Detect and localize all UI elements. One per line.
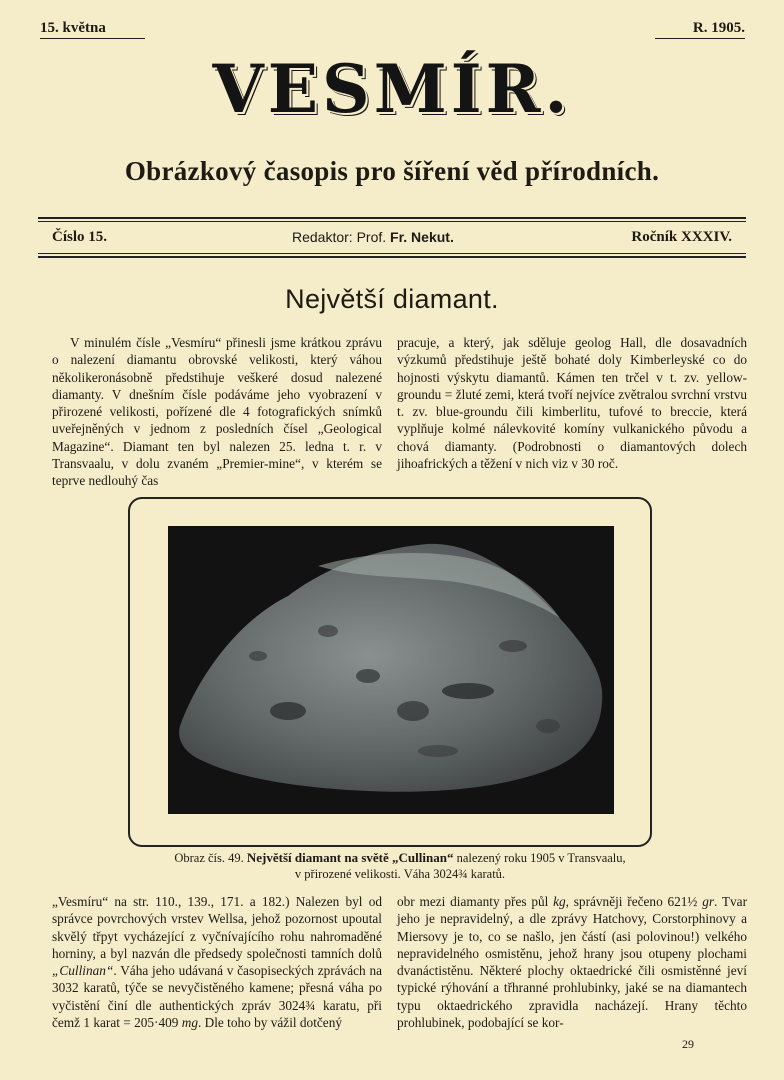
unit-mg: mg [181,1015,198,1031]
caption-text-line2: v přirozené velikosti. Váha 3024¾ karatů. [294,867,506,881]
header-rule-top-thin [38,221,746,222]
issue-info-row [52,229,732,249]
header-rule-top [38,217,746,219]
editor-credit [292,229,454,245]
issue-date: 15. května [40,20,145,39]
caption-figure-number: Obraz čís. 49. [174,851,244,865]
article-column-left-bottom [52,893,382,1031]
header-rule-bottom-thin [38,253,746,254]
paragraph [397,893,747,1031]
text-run: „Vesmíru“ na str. 110., 139., 171. a 182.) Nalezen byl od správce povrchových vrstev Wellsa, jehož pozornost upoutal skvělý třpyt vycházející z vyčnívajícího rohu nahromaděné horniny, a byl nazván dle předsedy společnosti tamních dolů [52,894,382,961]
article-column-right-top [397,334,747,472]
volume-number: Ročník XXXIV. [631,229,732,245]
page-number: 29 [682,1037,694,1051]
masthead-subtitle: Obrázkový časopis pro šíření věd přírodních. [124,156,660,186]
issue-year: R. 1905. [655,20,745,39]
unit-gr: gr [702,894,715,909]
caption-text: nalezený roku 1905 v Transvaalu, [456,851,626,865]
paragraph [52,893,382,1031]
figure-caption [100,850,700,882]
text-run: . Tvar jeho je nepravidelný, a dle zprávy Hatchovy, Corstorphinovy a Miersovy je to, co se našlo, jen částí (asi polovinou!) velkého nepravidelného osmistěnu, jehož hrany jsou otupeny plochami dvanáctistěnu. Některé plochy oktaedrické čili osmistěnné jeví typické rýhování a třhranné prohlubinky, jaké se na diamantech typu oktaedrického zpravidla nacházejí. Hrany těchto prohlubinek, podobající se kor- [397,894,747,1031]
paragraph: V minulém čísle „Vesmíru“ přinesli jsme krátkou zprávu o nalezení diamantu obrovské velikosti, který váhou několikeronásobně předstihuje veškeré dosud nalezené diamanty. V dnešním čísle podáváme jeho vyobrazení v přirozené velikosti, pořízené dle 4 fotografických snímků uveřejněných v jednom z posledních čísel „Geological Magazine“. Diamant ten byl nalezen 25. ledna t. r. v Transvaalu, v dolu zvaném „Premier-mine“, v kterém se teprve nedlouhý čas [52,335,382,489]
text-run: , správněji řečeno 621½ [565,894,703,909]
unit-kg: kg [553,894,566,909]
article-column-right-bottom [397,893,747,1031]
article-column-left-top [52,334,382,490]
editor-label: Redaktor: Prof. [292,229,387,245]
text-run: obr mezi diamanty přes půl [397,894,554,909]
issue-number: Číslo 15. [52,229,108,245]
masthead-title: VESMÍR. [212,50,572,128]
caption-title: Největší diamant na světě „Cullinan“ [246,850,454,865]
header-rule-bottom [38,256,746,258]
text-run: . Dle toho by vážil dotčený [197,1015,342,1031]
article-title: Největší diamant. [285,284,499,314]
paragraph: pracuje, a který, jak sděluje geolog Hall, dle dosavadních výzkumů předstihuje ještě bohaté doly Kimberleyské co do hojnosti výskytu diamantů. Kámen ten trčel v t. zv. yellow-groundu = žluté zemi, která tvoří nejvíce zvětralou svrchní vrstvu t. zv. blue-groundu čili kimberlitu, tufové to breccie, která vyplňuje kolmé nálevkovité komíny vulkanického původu a chová diamanty. (Podrobnosti o diamantových dolech jihoafrických a těžení v nich viz v 30 roč. [397,335,747,472]
editor-name: Fr. Nekut. [390,229,454,245]
diamond-illustration [168,526,614,814]
diamond-photo [168,526,614,814]
text-run: . Váha jeho udávaná v časopiseckých zprávách na 3032 karatů, týče se nevyčistěného kamene; přesná váha po vyčistění činí dle authentických zpráv 3024¾ karatu, při čemž 1 karat = 205·409 [52,963,382,1031]
diamond-name: „Cullinan“ [52,963,114,979]
